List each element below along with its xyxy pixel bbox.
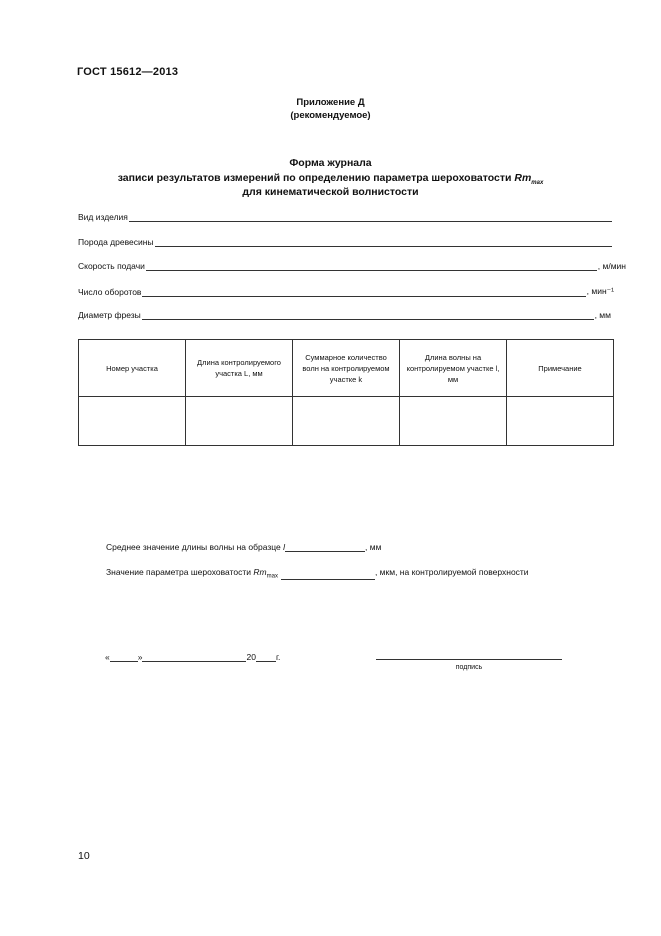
fill-line [142,288,585,297]
field-label: Вид изделия [78,212,128,222]
field-wood-species [78,237,613,247]
field-cutter-diameter [78,310,611,320]
table-cell[interactable] [79,397,186,446]
field-label: Диаметр фрезы [78,310,141,320]
field-product-type [78,212,613,222]
roughness-param-line [106,567,529,580]
table-cell[interactable] [293,397,400,446]
form-title-line1: Форма журнала [289,157,372,169]
l-symbol: l [283,542,286,552]
header-cell-wavelength: Длина волны на контролируемом участке l, мм [400,340,507,397]
appendix-status: (рекомендуемое) [290,110,371,121]
date-open-quote: « [105,652,110,662]
field-label: Число оборотов [78,287,142,297]
month-line [142,653,246,662]
appendix-title: Приложение Д [296,97,365,108]
mean-unit: , мм [365,542,382,552]
form-title-text: записи результатов измерений по определению параметра шероховатости [117,172,515,184]
year-suffix: г. [275,652,281,662]
header-cell-note: Примечание [507,340,614,397]
table-cell[interactable] [507,397,614,446]
fill-line [142,311,594,320]
year-prefix: 20 [246,652,256,662]
rm-subscript: max [266,573,278,580]
year-line [256,653,276,662]
fill-line [146,262,597,271]
mean-wavelength-line [106,542,381,552]
field-rotations [78,286,614,297]
field-unit: , м/мин [597,261,626,271]
form-title-line2 [0,172,661,186]
table-row [79,397,614,446]
table-cell[interactable] [400,397,507,446]
day-line [110,653,138,662]
journal-table [78,339,614,446]
page-number: 10 [78,850,90,862]
rm-symbol: Rm [253,567,267,577]
fill-line [155,238,612,247]
field-feed-speed [78,261,626,271]
form-title-line3: для кинематической волнистости [242,186,419,198]
mean-label: Среднее значение длины волны на образце [106,542,284,552]
table-cell[interactable] [186,397,293,446]
field-label: Скорость подачи [78,261,145,271]
table-header-row [79,340,614,397]
fill-line [129,213,612,222]
header-cell-section-number: Номер участка [79,340,186,397]
signature-label: подпись [455,664,483,671]
field-unit: , мин⁻¹ [586,286,614,296]
fill-line [281,571,375,580]
header-cell-wave-count: Суммарное количество волн на контролируемом участке k [293,340,400,397]
rm-symbol: Rm [514,172,532,184]
standard-header: ГОСТ 15612—2013 [77,66,179,78]
param-label: Значение параметра шероховатости [106,567,254,577]
fill-line [285,543,365,552]
field-label: Порода древесины [78,237,154,247]
signature-line [376,659,562,660]
field-unit: , мм [594,310,611,320]
param-suffix: , мкм, на контролируемой поверхности [374,567,529,577]
date-line [105,652,280,662]
header-cell-length: Длина контролируемого участка L, мм [186,340,293,397]
date-close-quote: » [137,652,143,662]
rm-subscript: max [531,180,544,187]
